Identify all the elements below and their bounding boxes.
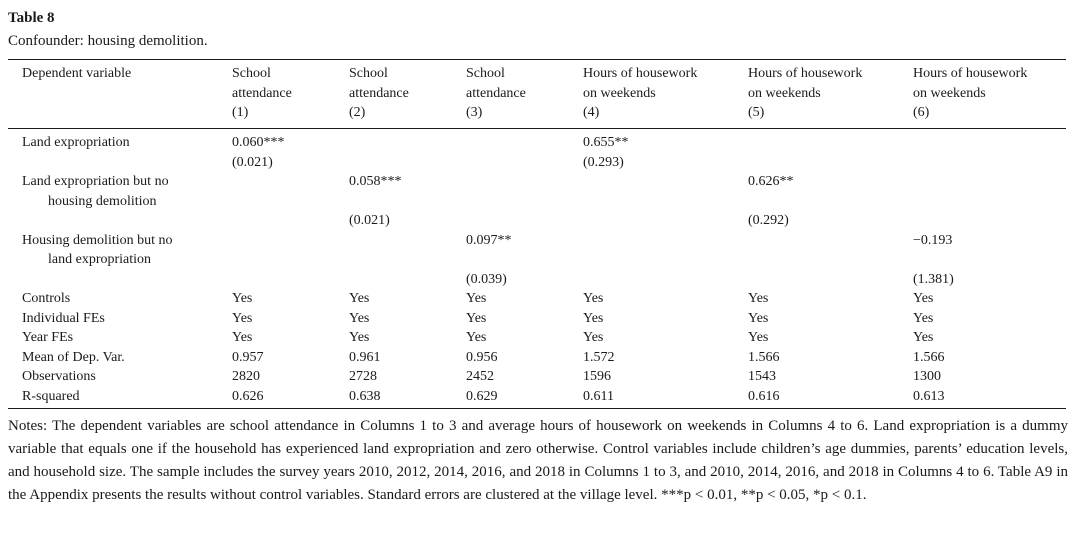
coefficient-cell: 0.097** <box>466 232 512 248</box>
stat-cell: 0.638 <box>349 388 381 404</box>
coefficient-cell: −0.193 <box>913 232 953 248</box>
row-label: Land expropriation <box>22 135 130 150</box>
standard-error-cell: (1.381) <box>913 271 954 287</box>
coefficient-cell: 0.626** <box>748 174 794 189</box>
stat-cell: 1.572 <box>583 349 615 365</box>
stat-cell: Yes <box>232 310 253 326</box>
standard-error-cell: (0.292) <box>748 213 789 228</box>
stat-cell: 0.626 <box>232 388 264 404</box>
stat-cell: Yes <box>349 291 370 306</box>
row-label: land expropriation <box>48 252 152 267</box>
stat-cell: Yes <box>349 310 370 326</box>
stat-row-label: R-squared <box>22 388 80 404</box>
column-header-line2: attendance <box>466 85 526 101</box>
stat-cell: Yes <box>913 291 934 306</box>
stat-cell: 2728 <box>349 369 377 384</box>
stat-cell: Yes <box>583 310 604 326</box>
stat-cell: Yes <box>913 330 934 345</box>
coefficient-cell: 0.655** <box>583 135 629 150</box>
column-header-line2: on weekends <box>583 85 656 101</box>
stat-cell: 0.629 <box>466 388 498 404</box>
column-header-line1: School <box>349 66 388 81</box>
stat-cell: Yes <box>913 310 934 326</box>
stat-cell: Yes <box>748 310 769 326</box>
stat-cell: 0.956 <box>466 349 498 365</box>
stat-cell: Yes <box>349 330 370 345</box>
stat-row-label: Controls <box>22 291 71 306</box>
stat-cell: Yes <box>748 330 769 345</box>
column-header-line2: on weekends <box>913 85 986 101</box>
column-header-line1: Hours of housework <box>913 66 1028 81</box>
header-rule <box>8 128 1066 129</box>
column-header-line1: Hours of housework <box>583 66 698 81</box>
standard-error-cell: (0.021) <box>232 154 273 170</box>
standard-error-cell: (0.293) <box>583 154 624 170</box>
stat-row-label: Observations <box>22 369 96 384</box>
bottom-rule <box>8 408 1066 409</box>
column-header-line1: Hours of housework <box>748 66 863 81</box>
column-number: (2) <box>349 105 366 120</box>
coefficient-cell: 0.058*** <box>349 174 402 189</box>
stat-cell: Yes <box>466 310 487 326</box>
stat-cell: 1300 <box>913 369 941 384</box>
column-header-line2: attendance <box>232 85 292 101</box>
stat-cell: 1.566 <box>913 349 945 365</box>
header-stub: Dependent variable <box>22 66 132 81</box>
column-number: (6) <box>913 105 930 120</box>
stat-cell: 0.613 <box>913 388 945 404</box>
column-header-line1: School <box>232 66 271 81</box>
stat-cell: Yes <box>466 291 487 306</box>
stat-cell: Yes <box>232 291 253 306</box>
column-number: (5) <box>748 105 765 120</box>
stat-cell: 0.611 <box>583 388 614 404</box>
stat-cell: Yes <box>748 291 769 306</box>
stat-row-label: Individual FEs <box>22 310 105 326</box>
column-number: (3) <box>466 105 483 120</box>
stat-cell: Yes <box>583 330 604 345</box>
stat-cell: 1596 <box>583 369 611 384</box>
coefficient-cell: 0.060*** <box>232 135 285 150</box>
stat-cell: 1.566 <box>748 349 780 365</box>
stat-cell: Yes <box>232 330 253 345</box>
stat-cell: 0.616 <box>748 388 780 404</box>
row-label: Land expropriation but no <box>22 174 169 189</box>
stat-row-label: Mean of Dep. Var. <box>22 349 125 365</box>
column-number: (4) <box>583 105 600 120</box>
table-label: Table 8 <box>8 10 55 26</box>
standard-error-cell: (0.039) <box>466 271 507 287</box>
row-label: Housing demolition but no <box>22 232 173 248</box>
table-notes: Notes: The dependent variables are school attendance in Columns 1 to 3 and average hours of housework on weekends in Columns 4 to 6. Land expropriation is a dummy variable that equals one if the household has experienced land expropriation and zero otherwise. Control variables include children’s age dummies, parents’ education levels, and household size. The sample includes the survey years 2010, 2012, 2014, 2016, and 2018 in Columns 1 to 3, and 2010, 2014, 2016, and 2018 in Columns 4 to 6. Table A9 in the Appendix presents the results without control variables. Standard errors are clustered at the village level. ***p < 0.01, **p < 0.05, *p < 0.1. <box>8 418 1068 503</box>
row-label: housing demolition <box>48 193 157 209</box>
column-header-line2: on weekends <box>748 85 821 101</box>
stat-cell: 0.961 <box>349 349 381 365</box>
stat-cell: 2452 <box>466 369 494 384</box>
column-number: (1) <box>232 105 249 120</box>
stat-cell: Yes <box>583 291 604 306</box>
stat-row-label: Year FEs <box>22 330 74 345</box>
top-rule <box>8 59 1066 60</box>
stat-cell: 2820 <box>232 369 260 384</box>
column-header-line1: School <box>466 66 505 81</box>
table-caption: Confounder: housing demolition. <box>8 33 208 49</box>
stat-cell: Yes <box>466 330 487 345</box>
standard-error-cell: (0.021) <box>349 213 390 228</box>
stat-cell: 1543 <box>748 369 776 384</box>
column-header-line2: attendance <box>349 85 409 101</box>
stat-cell: 0.957 <box>232 349 264 365</box>
